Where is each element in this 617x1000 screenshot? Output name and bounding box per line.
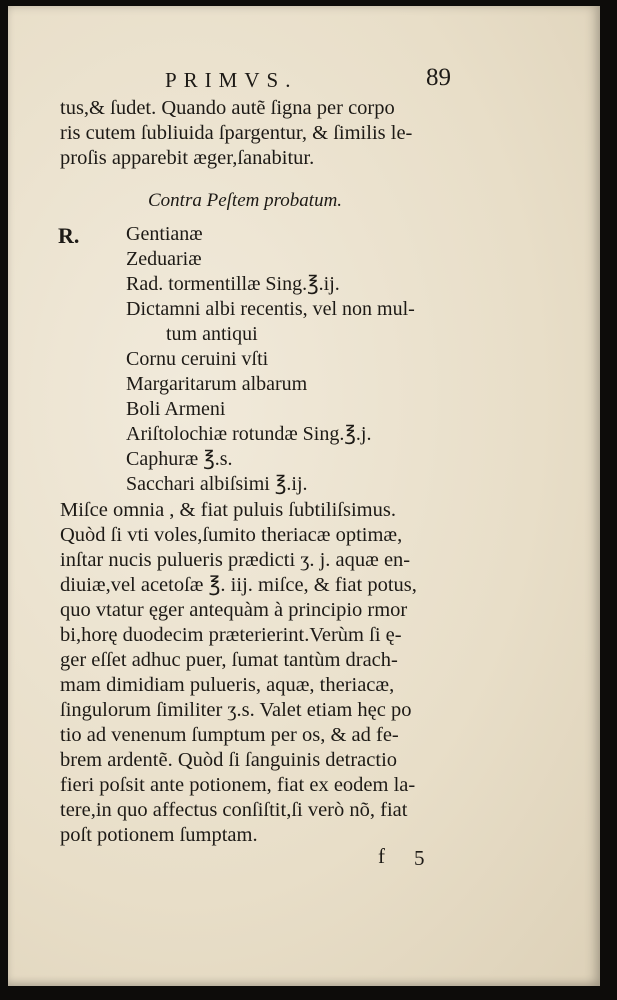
ingredient-line: Zeduariæ [126, 248, 202, 270]
body-line: bi,horę duodecim præterierint.Verùm ſi ę- [60, 624, 402, 646]
body-line: brem ardentẽ. Quòd ſi ſanguinis detractio [60, 749, 398, 771]
signature-letter: f [378, 844, 385, 868]
page-number: 89 [426, 64, 451, 91]
body-line: ger eſſet adhuc puer, ſumat tantùm drach- [60, 649, 398, 671]
body-line: tio ad venenum ſumptum per os, & ad fe- [60, 724, 399, 746]
ingredient-line: tum antiqui [166, 323, 258, 345]
running-head-title: PRIMVS. [165, 68, 298, 92]
signature-number: 5 [414, 846, 425, 870]
body-line: inſtar nucis pulueris prædicti ʒ. j. aquæ en- [60, 549, 411, 571]
body-line: Quòd ſi vti voles,ſumito theriacæ optimæ, [60, 524, 403, 546]
recipe-sign: R. [58, 223, 80, 248]
running-head [8, 64, 600, 94]
body-line: tere,in quo affectus conſiſtit,ſi verò nõ, fiat [60, 799, 408, 821]
body-line: fieri poſsit ante potionem, fiat ex eodem la- [60, 774, 416, 796]
body-line: mam dimidiam pulueris, aquæ, theriacæ, [60, 674, 395, 696]
section-title: Contra Peſtem probatum. [148, 190, 343, 211]
ingredient-line: Gentianæ [126, 223, 203, 245]
ingredient-line: Rad. tormentillæ Sing.℥.ij. [126, 273, 340, 295]
signature-mark [8, 844, 600, 874]
ingredient-line: Sacchari albiſsimi ℥.ij. [126, 473, 308, 495]
ingredient-line: Cornu ceruini vſti [126, 348, 269, 370]
intro-line: proſis apparebit æger,ſanabitur. [60, 147, 315, 169]
body-line: ſingulorum ſimiliter ʒ.s. Valet etiam hęc po [60, 699, 412, 721]
body-line: Miſce omnia , & fiat puluis ſubtiliſsimus. [60, 499, 396, 521]
book-page [8, 6, 600, 986]
ingredient-line: Ariſtolochiæ rotundæ Sing.℥.j. [126, 423, 372, 445]
body-line: poſt potionem ſumptam. [60, 824, 258, 846]
intro-line: tus,& ſudet. Quando autẽ ſigna per corpo [60, 97, 395, 119]
ingredient-line: Margaritarum albarum [126, 373, 308, 395]
intro-line: ris cutem ſubliuida ſpargentur, & ſimilis le- [60, 122, 413, 144]
body-line: quo vtatur ęger antequàm à principio rmor [60, 599, 408, 621]
ingredient-line: Caphuræ ℥.s. [126, 448, 233, 470]
body-line: diuiæ,vel acetoſæ ℥. iij. miſce, & fiat potus, [60, 574, 417, 596]
ingredient-line: Boli Armeni [126, 398, 226, 420]
ingredient-line: Dictamni albi recentis, vel non mul- [126, 298, 415, 320]
